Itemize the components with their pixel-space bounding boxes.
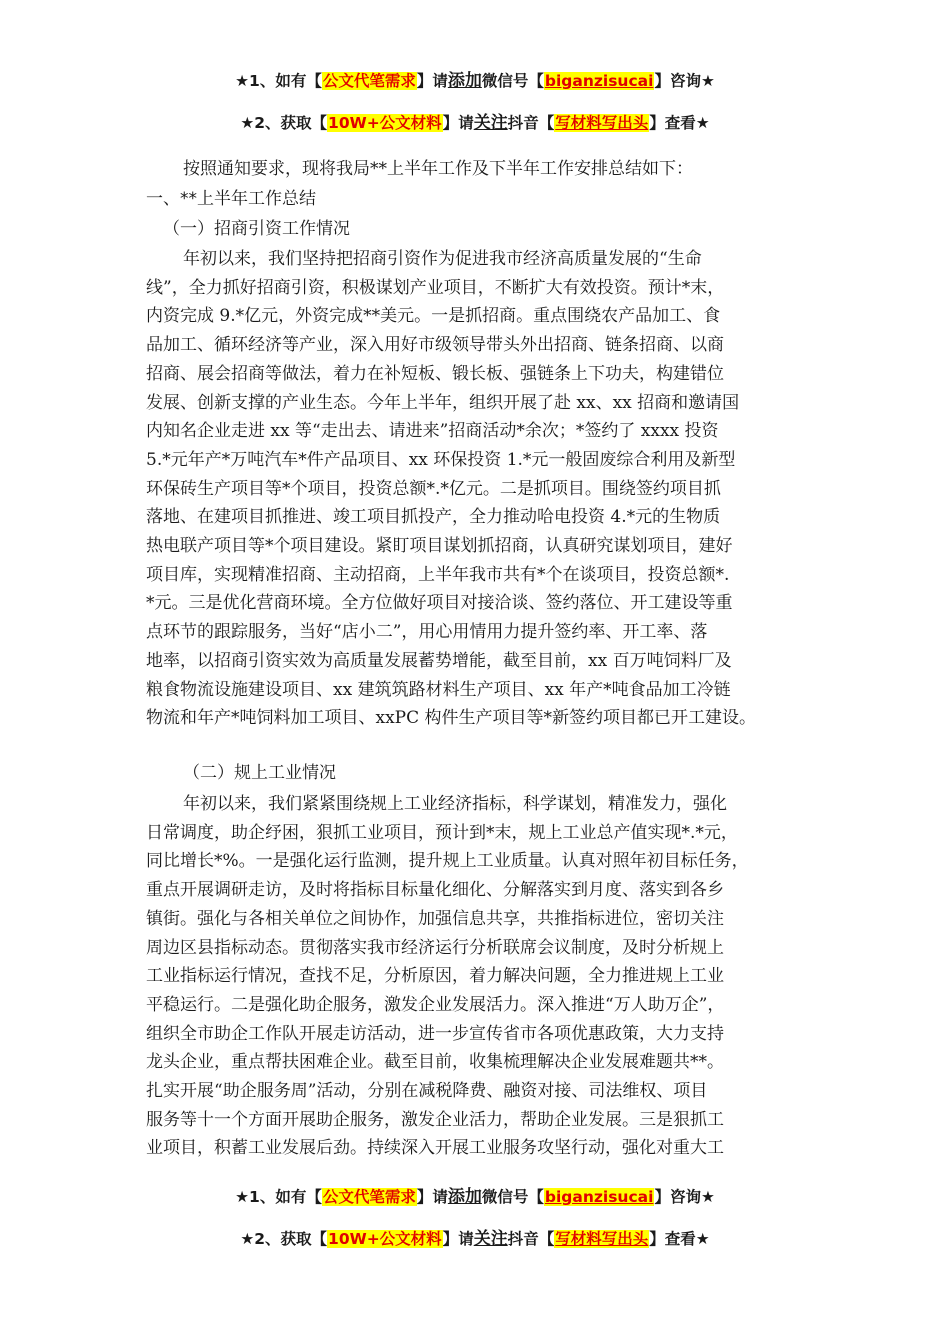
paragraph-line: 物流和年产*吨饲料加工项目、xxPC 构件生产项目等*新签约项目都已开工建设。 xyxy=(146,708,757,729)
paragraph-line: 同比增长*%。一是强化运行监测，提升规上工业质量。认真对照年初目标任务， xyxy=(146,851,749,872)
paragraph-line: 组织全市助企工作队开展走访活动，进一步宣传省市各项优惠政策，大力支持 xyxy=(146,1023,724,1044)
paragraph-line: 工业指标运行情况，查找不足，分析原因，着力解决问题，全力推进规上工业 xyxy=(146,966,724,987)
paragraph-line: 服务等十一个方面开展助企服务，激发企业活力，帮助企业发展。三是狠抓工 xyxy=(146,1109,724,1130)
paragraph-line: 落地、在建项目抓推进、竣工项目抓投产，全力推动哈电投资 4.*元的生物质 xyxy=(146,507,721,528)
paragraph-line: 项目库，实现精准招商、主动招商，上半年我市共有*个在谈项目，投资总额*. xyxy=(146,564,730,585)
paragraph-line: *元。三是优化营商环境。全方位做好项目对接洽谈、签约落位、开工建设等重 xyxy=(146,593,733,614)
bottom-promo-banner-2: ★2、获取【10W+公文材料】请关注抖音【写材料写出头】查看★ xyxy=(240,1229,710,1249)
paragraph-line: 内知名企业走进 xx 等“走出去、请进来”招商活动*余次；*签约了 xxxx 投资 xyxy=(146,421,719,442)
paragraph-line: 周边区县指标动态。贯彻落实我市经济运行分析联席会议制度，及时分析规上 xyxy=(146,937,724,958)
paragraph-line: 平稳运行。二是强化助企服务，激发企业发展活力。深入推进“万人助万企”， xyxy=(146,994,725,1015)
heading-1: 一、**上半年工作总结 xyxy=(146,189,316,209)
paragraph-line: 镇街。强化与各相关单位之间协作，加强信息共享，共推指标进位，密切关注 xyxy=(146,908,724,929)
paragraph-line: 内资完成 9.*亿元，外资完成**美元。一是抓招商。重点围绕农产品加工、食 xyxy=(146,306,721,327)
top-promo-banner-2: ★2、获取【10W+公文材料】请关注抖音【写材料写出头】查看★ xyxy=(240,113,710,133)
intro-paragraph: 按照通知要求，现将我局**上半年工作及下半年工作安排总结如下： xyxy=(183,159,693,179)
paragraph-line: 5.*元年产*万吨汽车*件产品项目、xx 环保投资 1.*元一般固废综合利用及新型 xyxy=(146,449,736,470)
paragraph-line: 点环节的跟踪服务，当好“店小二”，用心用情用力提升签约率、开工率、落 xyxy=(146,622,708,643)
top-promo-banner-1: ★1、如有【公文代笔需求】请添加微信号【biganzisucai】咨询★ xyxy=(235,71,715,91)
paragraph-line: 招商、展会招商等做法，着力在补短板、锻长板、强链条上下功夫，构建错位 xyxy=(146,363,724,384)
paragraph-line: 线”，全力抓好招商引资，积极谋划产业项目，不断扩大有效投资。预计*末， xyxy=(146,277,725,298)
paragraph-line: 粮食物流设施建设项目、xx 建筑筑路材料生产项目、xx 年产*吨食品加工冷链 xyxy=(146,679,731,700)
paragraph-line: 发展、创新支撑的产业生态。今年上半年，组织开展了赴 xx、xx 招商和邀请国 xyxy=(146,392,740,413)
paragraph-line: 品加工、循环经济等产业，深入用好市级领导带头外出招商、链条招商、以商 xyxy=(146,335,724,356)
paragraph-line: 年初以来，我们坚持把招商引资作为促进我市经济高质量发展的“生命 xyxy=(183,249,702,269)
paragraph-line: 重点开展调研走访，及时将指标目标量化细化、分解落实到月度、落实到各乡 xyxy=(146,880,724,901)
bottom-promo-banner-1: ★1、如有【公文代笔需求】请添加微信号【biganzisucai】咨询★ xyxy=(235,1187,715,1207)
paragraph-line: 日常调度，助企纾困，狠抓工业项目，预计到*末，规上工业总产值实现*.*元， xyxy=(146,822,738,843)
paragraph-line: 业项目，积蓄工业发展后劲。持续深入开展工业服务攻坚行动，强化对重大工 xyxy=(146,1138,724,1159)
section-1-title: （一）招商引资工作情况 xyxy=(163,219,350,239)
paragraph-line: 热电联产项目等*个项目建设。紧盯项目谋划抓招商，认真研究谋划项目，建好 xyxy=(146,536,733,556)
paragraph-line: 环保砖生产项目等*个项目，投资总额*.*亿元。二是抓项目。围绕签约项目抓 xyxy=(146,478,721,499)
paragraph-line: 年初以来，我们紧紧围绕规上工业经济指标，科学谋划，精准发力，强化 xyxy=(183,794,727,814)
paragraph-line: 扎实开展“助企服务周”活动，分别在减税降费、融资对接、司法维权、项目 xyxy=(146,1081,708,1101)
paragraph-line: 龙头企业，重点帮扶困难企业。截至目前，收集梳理解决企业发展难题共**。 xyxy=(146,1052,724,1073)
section-2-title: （二）规上工业情况 xyxy=(183,763,336,783)
paragraph-line: 地率，以招商引资实效为高质量发展蓄势增能，截至目前，xx 百万吨饲料厂及 xyxy=(146,650,732,671)
